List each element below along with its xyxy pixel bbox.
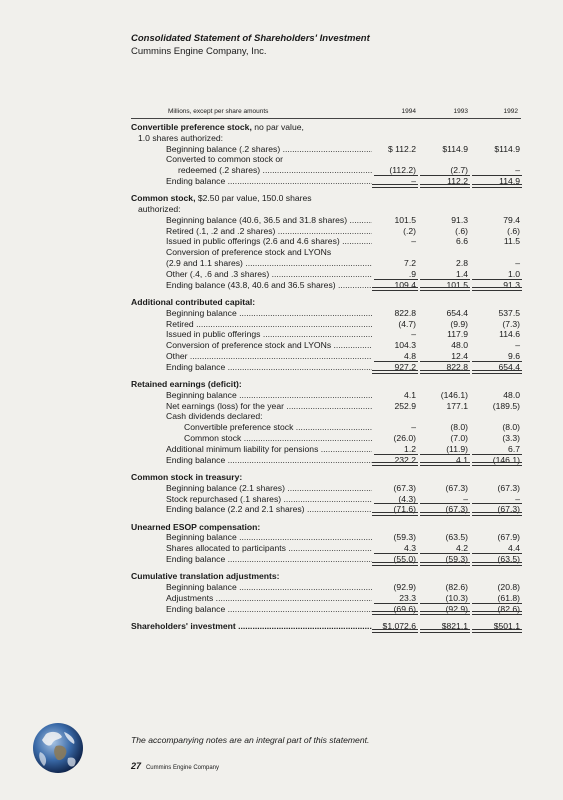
value-1992: 537.5: [498, 307, 520, 318]
row-label: Conversion of preference stock and LYONs .....: [166, 340, 372, 351]
value-1992: (63.5): [470, 554, 520, 565]
value-1994: 4.1: [404, 389, 416, 400]
row-label: Retired .....: [166, 319, 372, 330]
statement-section: [0, 193, 563, 290]
value-1992: 48.0: [503, 389, 520, 400]
value-1994: 252.9: [394, 400, 416, 411]
row-label: (2.9 and 1.1 shares) .....: [166, 258, 372, 269]
statement-row: [0, 362, 563, 373]
value-1993: 91.3: [451, 214, 468, 225]
section-heading-bold: Retained earnings (deficit):: [131, 379, 242, 390]
row-label: Issued in public offerings .....: [166, 329, 372, 340]
statement-row: [0, 554, 563, 565]
row-label: Additional minimum liability for pensions .....: [166, 444, 372, 455]
value-1993: 48.0: [451, 340, 468, 351]
value-1993: (92.9): [418, 604, 468, 615]
value-1994: (4.7): [398, 318, 416, 329]
row-label: Net earnings (loss) for the year .....: [166, 401, 372, 412]
value-1992: (82.6): [470, 604, 520, 615]
statement-row: [0, 165, 563, 176]
statement-row: [0, 401, 563, 412]
statement-section: [0, 122, 563, 187]
section-heading-bold: Additional contributed capital:: [131, 296, 256, 307]
section-heading: [131, 193, 563, 204]
value-1994: 822.8: [394, 307, 416, 318]
statement-row: [0, 269, 563, 280]
value-1992: (61.8): [470, 593, 520, 604]
statement-row: [0, 604, 563, 615]
section-heading-bold: Cumulative translation adjustments:: [131, 571, 280, 582]
value-1992: 654.4: [470, 362, 520, 373]
row-label: Beginning balance .....: [166, 390, 372, 401]
section-heading: [131, 522, 563, 533]
value-1993: 4.2: [418, 543, 468, 554]
year-header-1992: 1992: [503, 108, 518, 115]
value-1994: $ 112.2: [387, 143, 416, 154]
value-1993: (67.3): [418, 504, 468, 515]
value-1992: (67.9): [497, 532, 520, 543]
value-1993: (.6): [455, 225, 468, 236]
row-label: Other .....: [166, 351, 372, 362]
statement-row: [0, 215, 563, 226]
value-1993: 112.2: [418, 176, 468, 187]
value-1992: (.6): [507, 225, 520, 236]
value-1992: 6.7: [470, 444, 520, 455]
value-1992: –: [470, 494, 520, 505]
section-heading-bold: Convertible preference stock,: [131, 122, 252, 132]
total-label: Shareholders' investment .....: [131, 621, 372, 632]
statement-row: [0, 444, 563, 455]
value-1994: 104.3: [394, 340, 416, 351]
value-1993: 1.4: [418, 269, 468, 280]
value-1994: (112.2): [370, 165, 416, 176]
value-1993: 117.9: [447, 329, 468, 340]
section-heading: [131, 379, 563, 390]
row-label: redeemed (.2 shares) .....: [178, 165, 372, 176]
value-1992: 11.5: [503, 236, 520, 247]
row-label: Stock repurchased (.1 shares) .....: [166, 494, 372, 505]
statement-row: [0, 280, 563, 291]
statement-row: [0, 340, 563, 351]
row-label: Issued in public offerings (2.6 and 4.6 shares) .....: [166, 236, 372, 247]
row-label: Ending balance .....: [166, 604, 372, 615]
section-heading: [131, 571, 563, 582]
statement-row: [0, 494, 563, 505]
section-heading-bold: Common stock,: [131, 193, 196, 204]
value-1993: (9.9): [450, 318, 468, 329]
value-1994: –: [370, 176, 416, 187]
row-label: Beginning balance (2.1 shares) .....: [166, 483, 372, 494]
value-1993: 6.6: [456, 236, 468, 247]
statement-section: [0, 571, 563, 614]
section-heading-bold: Unearned ESOP compensation:: [131, 521, 261, 532]
section-heading-detail: no par value,: [251, 122, 304, 132]
page-footer: [131, 761, 219, 771]
value-1994: $1,072.6: [370, 621, 416, 632]
value-1994: 7.2: [404, 258, 416, 269]
row-label: Ending balance .....: [166, 554, 372, 565]
value-1994: (.2): [403, 225, 416, 236]
value-1994: (26.0): [393, 433, 416, 444]
value-1993: 177.1: [446, 400, 468, 411]
header-rule: [131, 118, 521, 119]
footer-company: Cummins Engine Company: [145, 765, 219, 771]
row-label: Cash dividends declared:: [166, 411, 263, 422]
value-1994: 23.3: [370, 593, 416, 604]
value-1992: $114.9: [494, 143, 520, 154]
row-label: Beginning balance .....: [166, 308, 372, 319]
value-1992: (67.3): [497, 482, 520, 493]
value-1994: (4.3): [370, 494, 416, 505]
statement-row: [0, 319, 563, 330]
value-1994: (55.0): [370, 554, 416, 565]
value-1993: 12.4: [418, 351, 468, 362]
value-1993: 101.5: [418, 280, 468, 291]
value-1993: 4.1: [418, 455, 468, 466]
row-label: Ending balance .....: [166, 455, 372, 466]
value-1994: (92.9): [393, 582, 416, 593]
value-1994: 109.4: [370, 280, 416, 291]
section-note: 1.0 shares authorized:: [138, 132, 224, 143]
statement-row: [0, 483, 563, 494]
value-1992: –: [515, 340, 520, 351]
value-1994: –: [411, 236, 416, 247]
row-label: Shares allocated to participants .....: [166, 543, 372, 554]
value-1993: 822.8: [418, 362, 468, 373]
value-1992: (146.1): [470, 455, 520, 466]
year-header-1994: 1994: [401, 108, 416, 115]
statement-row: [0, 154, 563, 165]
statement-row: [0, 390, 563, 401]
value-1992: (20.8): [497, 582, 520, 593]
statement-row: [0, 455, 563, 466]
row-label: Beginning balance .....: [166, 532, 372, 543]
statement-row: [0, 258, 563, 269]
value-1994: 927.2: [370, 362, 416, 373]
value-1992: 1.0: [470, 269, 520, 280]
page-number: 27: [131, 761, 142, 771]
row-label: Ending balance (43.8, 40.6 and 36.5 shares) .....: [166, 280, 372, 291]
value-1994: 101.5: [394, 214, 416, 225]
statement-row: [0, 433, 563, 444]
value-1994: 1.2: [370, 444, 416, 455]
value-1994: (59.3): [393, 532, 416, 543]
value-1992: –: [470, 165, 520, 176]
value-1993: (59.3): [418, 554, 468, 565]
statement-row: [0, 593, 563, 604]
row-label: Ending balance (2.2 and 2.1 shares) .....: [166, 504, 372, 515]
statement-row: [0, 247, 563, 258]
value-1992: (8.0): [502, 422, 520, 433]
value-1994: .9: [370, 269, 416, 280]
units-label: Millions, except per share amounts: [168, 108, 269, 115]
total-row: [0, 621, 563, 632]
value-1994: 4.8: [370, 351, 416, 362]
value-1992: (7.3): [502, 318, 520, 329]
row-label: Conversion of preference stock and LYONs: [166, 247, 332, 258]
value-1992: (189.5): [492, 400, 520, 411]
value-1994: (71.6): [370, 504, 416, 515]
statement-section: [0, 522, 563, 565]
row-label: Common stock .....: [184, 433, 372, 444]
statement-title: Consolidated Statement of Shareholders' Investment: [131, 33, 370, 44]
statement-row: [0, 543, 563, 554]
statement-section: [0, 297, 563, 373]
value-1993: (8.0): [450, 422, 468, 433]
value-1993: (7.0): [450, 433, 468, 444]
statement-row: [0, 532, 563, 543]
statement-body: [0, 122, 563, 632]
value-1992: 114.9: [470, 176, 520, 187]
statement-row: [0, 226, 563, 237]
value-1994: (67.3): [393, 482, 416, 493]
statement-row: [0, 144, 563, 155]
row-label: Converted to common stock or: [166, 154, 284, 165]
value-1993: (11.9): [418, 444, 468, 455]
company-name: Cummins Engine Company, Inc.: [131, 46, 267, 57]
value-1993: (10.3): [418, 593, 468, 604]
value-1993: (67.3): [445, 482, 468, 493]
value-1994: 4.3: [370, 543, 416, 554]
value-1994: –: [411, 329, 416, 340]
value-1992: (67.3): [470, 504, 520, 515]
value-1994: –: [411, 422, 416, 433]
value-1994: 232.2: [370, 455, 416, 466]
section-heading-detail: $2.50 par value, 150.0 shares: [195, 193, 312, 204]
value-1993: 654.4: [446, 307, 468, 318]
value-1993: (63.5): [445, 532, 468, 543]
value-1993: $821.1: [418, 621, 468, 632]
row-label: Beginning balance (.2 shares) .....: [166, 144, 372, 155]
value-1992: 4.4: [470, 543, 520, 554]
statement-section: [0, 472, 563, 515]
value-1992: $501.1: [470, 621, 520, 632]
value-1993: –: [418, 494, 468, 505]
section-heading: [131, 122, 563, 133]
row-label: Convertible preference stock .....: [184, 422, 372, 433]
statement-row: [0, 176, 563, 187]
row-label: Beginning balance .....: [166, 582, 372, 593]
value-1994: (69.6): [370, 604, 416, 615]
section-heading: [131, 472, 563, 483]
row-label: Adjustments .....: [166, 593, 372, 604]
row-label: Other (.4, .6 and .3 shares) .....: [166, 269, 372, 280]
statement-row: [0, 582, 563, 593]
section-note: authorized:: [138, 204, 181, 215]
row-label: Retired (.1, .2 and .2 shares) .....: [166, 226, 372, 237]
value-1993: (2.7): [418, 165, 468, 176]
statement-row: [0, 504, 563, 515]
footnote: The accompanying notes are an integral part of this statement.: [131, 735, 370, 745]
section-heading: [131, 297, 563, 308]
statement-row: [0, 329, 563, 340]
statement-row: [0, 351, 563, 362]
value-1992: (3.3): [502, 433, 520, 444]
value-1993: 2.8: [456, 258, 468, 269]
value-1992: –: [515, 258, 520, 269]
value-1993: (146.1): [440, 389, 468, 400]
value-1992: 114.6: [499, 329, 520, 340]
earth-globe-icon: [32, 722, 84, 774]
statement-row: [0, 422, 563, 433]
statement-row: [0, 236, 563, 247]
value-1993: (82.6): [445, 582, 468, 593]
row-label: Beginning balance (40.6, 36.5 and 31.8 shares) .....: [166, 215, 372, 226]
statement-row: [0, 308, 563, 319]
section-heading-bold: Common stock in treasury:: [131, 471, 243, 482]
value-1992: 79.4: [503, 214, 520, 225]
row-label: Ending balance .....: [166, 176, 372, 187]
value-1992: 91.3: [470, 280, 520, 291]
statement-row: [0, 411, 563, 422]
row-label: Ending balance .....: [166, 362, 372, 373]
year-header-1993: 1993: [453, 108, 468, 115]
value-1993: $114.9: [442, 143, 468, 154]
value-1992: 9.6: [470, 351, 520, 362]
statement-section: [0, 379, 563, 465]
